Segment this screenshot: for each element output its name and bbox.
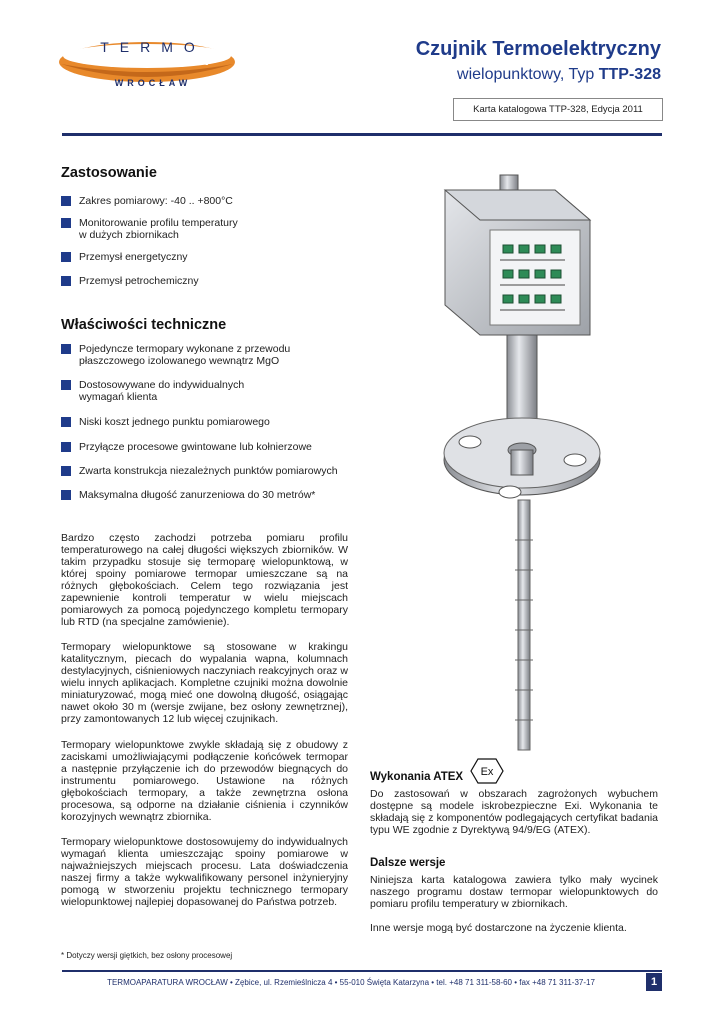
logo-line-aparatura: APARATURA	[93, 52, 211, 69]
list-item: Dostosowywane do indywidualnych wymagań klienta	[61, 379, 244, 403]
ex-symbol-text: Ex	[480, 766, 494, 778]
ex-hexagon-icon	[470, 758, 504, 784]
paragraph-applications: Termopary wielopunktowe są stosowane w krakingu katalitycznym, piecach do wypalania wapna, kolumnach destylacyjnych, ciśnieniowych naczyniach reakcyjnych oraz w wielu innych aplikacjach. Kompletne czujniki można dowolnie miniaturyzować, mogą mieć one dowolną długość, osiągając nawet około 30 m (wersje zwijane, bez osłony zewnętrznej), przy zamontowanych 12 lub więcej czujnikach.	[61, 641, 348, 725]
section-heading-zastosowanie: Zastosowanie	[61, 165, 157, 181]
dalsze-text-2: Inne wersje mogą być dostarczone na życzenie klienta.	[370, 922, 627, 934]
paragraph-customization: Termopary wielopunktowe dostosowujemy do indywidualnych wymagań klienta umieszczając spoiny pomiarowe w najważniejszych miejscach procesu. Lata doświadczenia naszej firmy a także wykwalifikowany personel inżynieryjny pomogą w stworzeniu projektu technicznego termopary wielopunktowej najlepiej dopasowanej do Państwa potrzeb.	[61, 836, 348, 908]
list-item: Przemysł energetyczny	[61, 251, 188, 263]
catalog-card-label: Karta katalogowa TTP-328, Edycja 2011	[453, 98, 663, 121]
logo-line-termo: TERMO	[100, 39, 206, 55]
atex-text: Do zastosowań w obszarach zagrożonych wybuchem dostępne są modele iskrobezpieczne Exi. Wykonania te składają się z komponentów podlegających certyfikat badania typu WE zgodnie z Dyrektywą 94/9/EG (ATEX).	[370, 788, 658, 836]
page-subtitle	[457, 66, 661, 84]
subtitle-type: TTP-328	[598, 66, 661, 83]
thermocouple-product-image	[415, 160, 605, 760]
page-number: 1	[646, 973, 662, 991]
atex-heading: Wykonania ATEX	[370, 771, 464, 783]
logo-line-wroclaw: WROCŁAW	[114, 78, 192, 88]
paragraph-intro: Bardzo często zachodzi potrzeba pomiaru profilu temperaturowego na całej długości większych zbiorników. W takim przypadku stosuje się termoparę wielopunktową, w której spoiny pomiarowe termopar umieszczane są na różnych głębokościach. Celem tego rozwiązania jest zapewnienie kontroli temperatur w wielu miejscach pomiarowych za pomocą pojedynczego kompletu termopary lub RTD (na specjalne zamówienie).	[61, 532, 348, 628]
list-item: Niski koszt jednego punktu pomiarowego	[61, 416, 270, 428]
company-logo	[57, 34, 237, 94]
list-item: Maksymalna długość zanurzeniowa do 30 metrów*	[61, 489, 315, 501]
list-item: Zwarta konstrukcja niezależnych punktów pomiarowych	[61, 465, 338, 477]
list-item: Pojedyncze termopary wykonane z przewodu płaszczowego izolowanego wewnątrz MgO	[61, 343, 290, 367]
list-item: Przemysł petrochemiczny	[61, 275, 199, 287]
footer-divider	[62, 970, 662, 972]
dalsze-heading: Dalsze wersje	[370, 857, 446, 869]
section-heading-wlasciwosci: Właściwości techniczne	[61, 317, 227, 333]
page-title: Czujnik Termoelektryczny	[415, 38, 661, 60]
footnote: * Dotyczy wersji giętkich, bez osłony procesowej	[61, 951, 233, 960]
footer-contact: TERMOAPARATURA WROCŁAW • Zębice, ul. Rzemieślnicza 4 • 55-010 Święta Katarzyna • tel. +48 71 311-58-60 • fax +48 71 311-37-17	[107, 978, 595, 987]
list-item: Przyłącze procesowe gwintowane lub kołnierzowe	[61, 441, 312, 453]
dalsze-text: Niniejsza karta katalogowa zawiera tylko mały wycinek naszego programu dostaw termopar wielopunktowych do pomiaru profilu temperatury w zbiornikach.	[370, 874, 658, 910]
subtitle-prefix: wielopunktowy, Typ	[457, 66, 599, 83]
list-item: Monitorowanie profilu temperatury w dużych zbiornikach	[61, 217, 238, 241]
paragraph-construction: Termopary wielopunktowe zwykle składają się z obudowy z zaciskami umożliwiającymi podłączenie końcówek termopar a następnie przyłączenie ich do przewodów biegnących do instrumentu pomiarowego. Ustawione na różnych głębokościach termopary, a także zewnętrzna osłona procesowa, są odporne na działanie ciśnienia i czynników korozyjnych wewnątrz zbiornika.	[61, 739, 348, 823]
list-item: Zakres pomiarowy: -40 .. +800°C	[61, 195, 233, 207]
header-divider	[62, 133, 662, 136]
